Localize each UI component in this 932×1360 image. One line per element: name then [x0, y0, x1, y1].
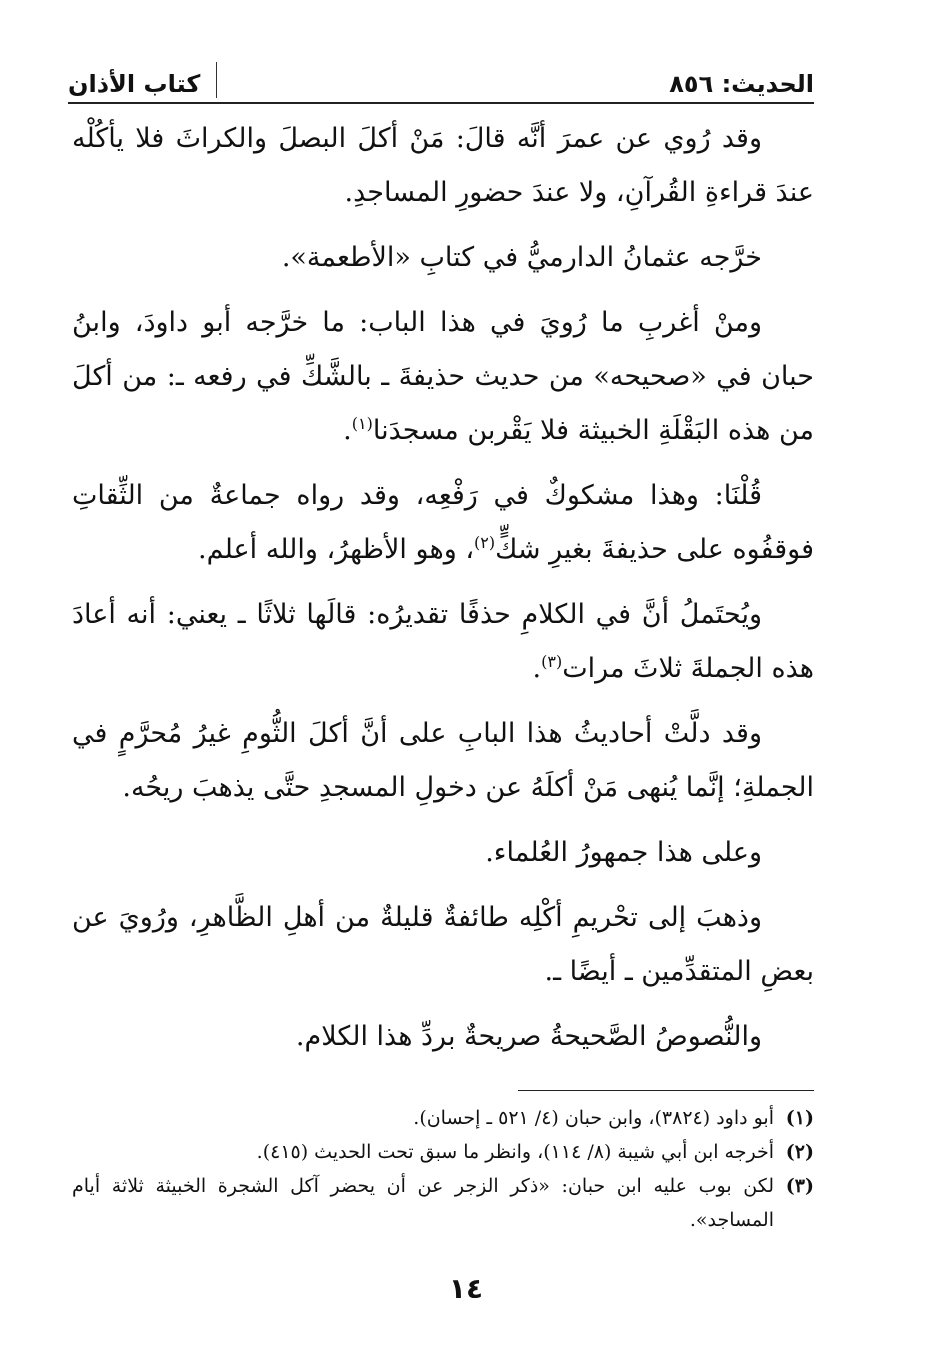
paragraph-text: ويُحتَملُ أنَّ في الكلامِ حذفًا تقديرُه: قالَها ثلاثًا ـ يعني: أنه أعادَ هذه الجملةَ ثلاثَ مرات [72, 599, 814, 684]
footnote-marker[interactable]: (٣) [541, 652, 563, 671]
book-title: كتاب الأذان [68, 70, 201, 98]
paragraph [72, 112, 814, 220]
paragraph [72, 1010, 814, 1064]
footnote-marker[interactable]: (٢) [474, 533, 496, 552]
paragraph-text: ومنْ أغربِ ما رُويَ في هذا الباب: ما خرَّجه أبو داودَ، وابنُ حبان في «صحيحه» من حديث حذيفةَ ـ بالشَّكِّ في رفعه ـ: من أكلَ من هذه البَقْلَةِ الخبيثة فلا يَقْربن مسجدَنا [72, 307, 814, 446]
paragraph [72, 296, 814, 458]
paragraph [72, 707, 814, 815]
paragraph [72, 891, 814, 999]
page-number: ١٤ [448, 1272, 484, 1305]
footnote-separator [518, 1090, 814, 1091]
footnote [72, 1169, 814, 1237]
footnote-text: لكن بوب عليه ابن حبان: «ذكر الزجر عن أن يحضر آكل الشجرة الخبيثة ثلاثة أيام المساجد». [72, 1175, 774, 1231]
footnote-number: (١) [785, 1107, 814, 1129]
paragraph [72, 231, 814, 285]
paragraph-text: خرَّجه عثمانُ الدارميُّ في كتابِ «الأطعمة». [281, 242, 762, 273]
paragraph [72, 588, 814, 696]
paragraph-text: وعلى هذا جمهورُ العُلماء. [485, 837, 762, 868]
paragraph [72, 826, 814, 880]
paragraph-text: قُلْنَا: وهذا مشكوكٌ في رَفْعِه، وقد رواه جماعةٌ من الثِّقاتِ فوقفُوه على حذيفةَ بغيرِ شكٍّ [72, 480, 814, 565]
footnote-marker[interactable]: (١) [351, 414, 373, 433]
paragraph-text: والنُّصوصُ الصَّحيحةُ صريحةٌ بردِّ هذا الكلام. [295, 1021, 762, 1052]
footnote-text: أبو داود (٣٨٢٤)، وابن حبان (٤/ ٥٢١ ـ إحسان). [413, 1107, 774, 1129]
header-rule [68, 102, 814, 104]
footnote [72, 1135, 814, 1169]
paragraph [72, 469, 814, 577]
footnotes [72, 1101, 814, 1237]
paragraph-text: وقد دلَّتْ أحاديثُ هذا البابِ على أنَّ أكلَ الثُّومِ غيرُ مُحرَّمٍ في الجملةِ؛ إنَّما يُنهى مَنْ أكلَهُ عن دخولِ المسجدِ حتَّى يذهبَ ريحُه. [72, 718, 814, 803]
footnote-number: (٣) [785, 1175, 814, 1197]
paragraph-text-end: ، وهو الأظهرُ، والله أعلم. [198, 534, 475, 565]
paragraph-text: وذهبَ إلى تحْريمِ أكْلِه طائفةٌ قليلةٌ من أهلِ الظَّاهرِ، ورُويَ عن بعضِ المتقدِّمين ـ أيضًا ـ. [72, 902, 814, 987]
main-text [72, 112, 814, 1075]
hadith-number: الحديث: ٨٥٦ [669, 70, 814, 98]
footnote [72, 1101, 814, 1135]
header-divider [216, 62, 217, 98]
paragraph-text-end: . [343, 415, 352, 446]
footnote-text: أخرجه ابن أبي شيبة (٨/ ١١٤)، وانظر ما سبق تحت الحديث (٤١٥). [256, 1141, 774, 1163]
paragraph-text-end: . [532, 653, 542, 684]
footnote-number: (٢) [785, 1141, 814, 1163]
paragraph-text: وقد رُوي عن عمرَ أنَّه قالَ: مَنْ أكلَ البصلَ والكراثَ فلا يأكُلْه عندَ قراءةِ القُرآنِ، ولا عندَ حضورِ المساجدِ. [72, 123, 814, 208]
running-header [68, 58, 814, 98]
